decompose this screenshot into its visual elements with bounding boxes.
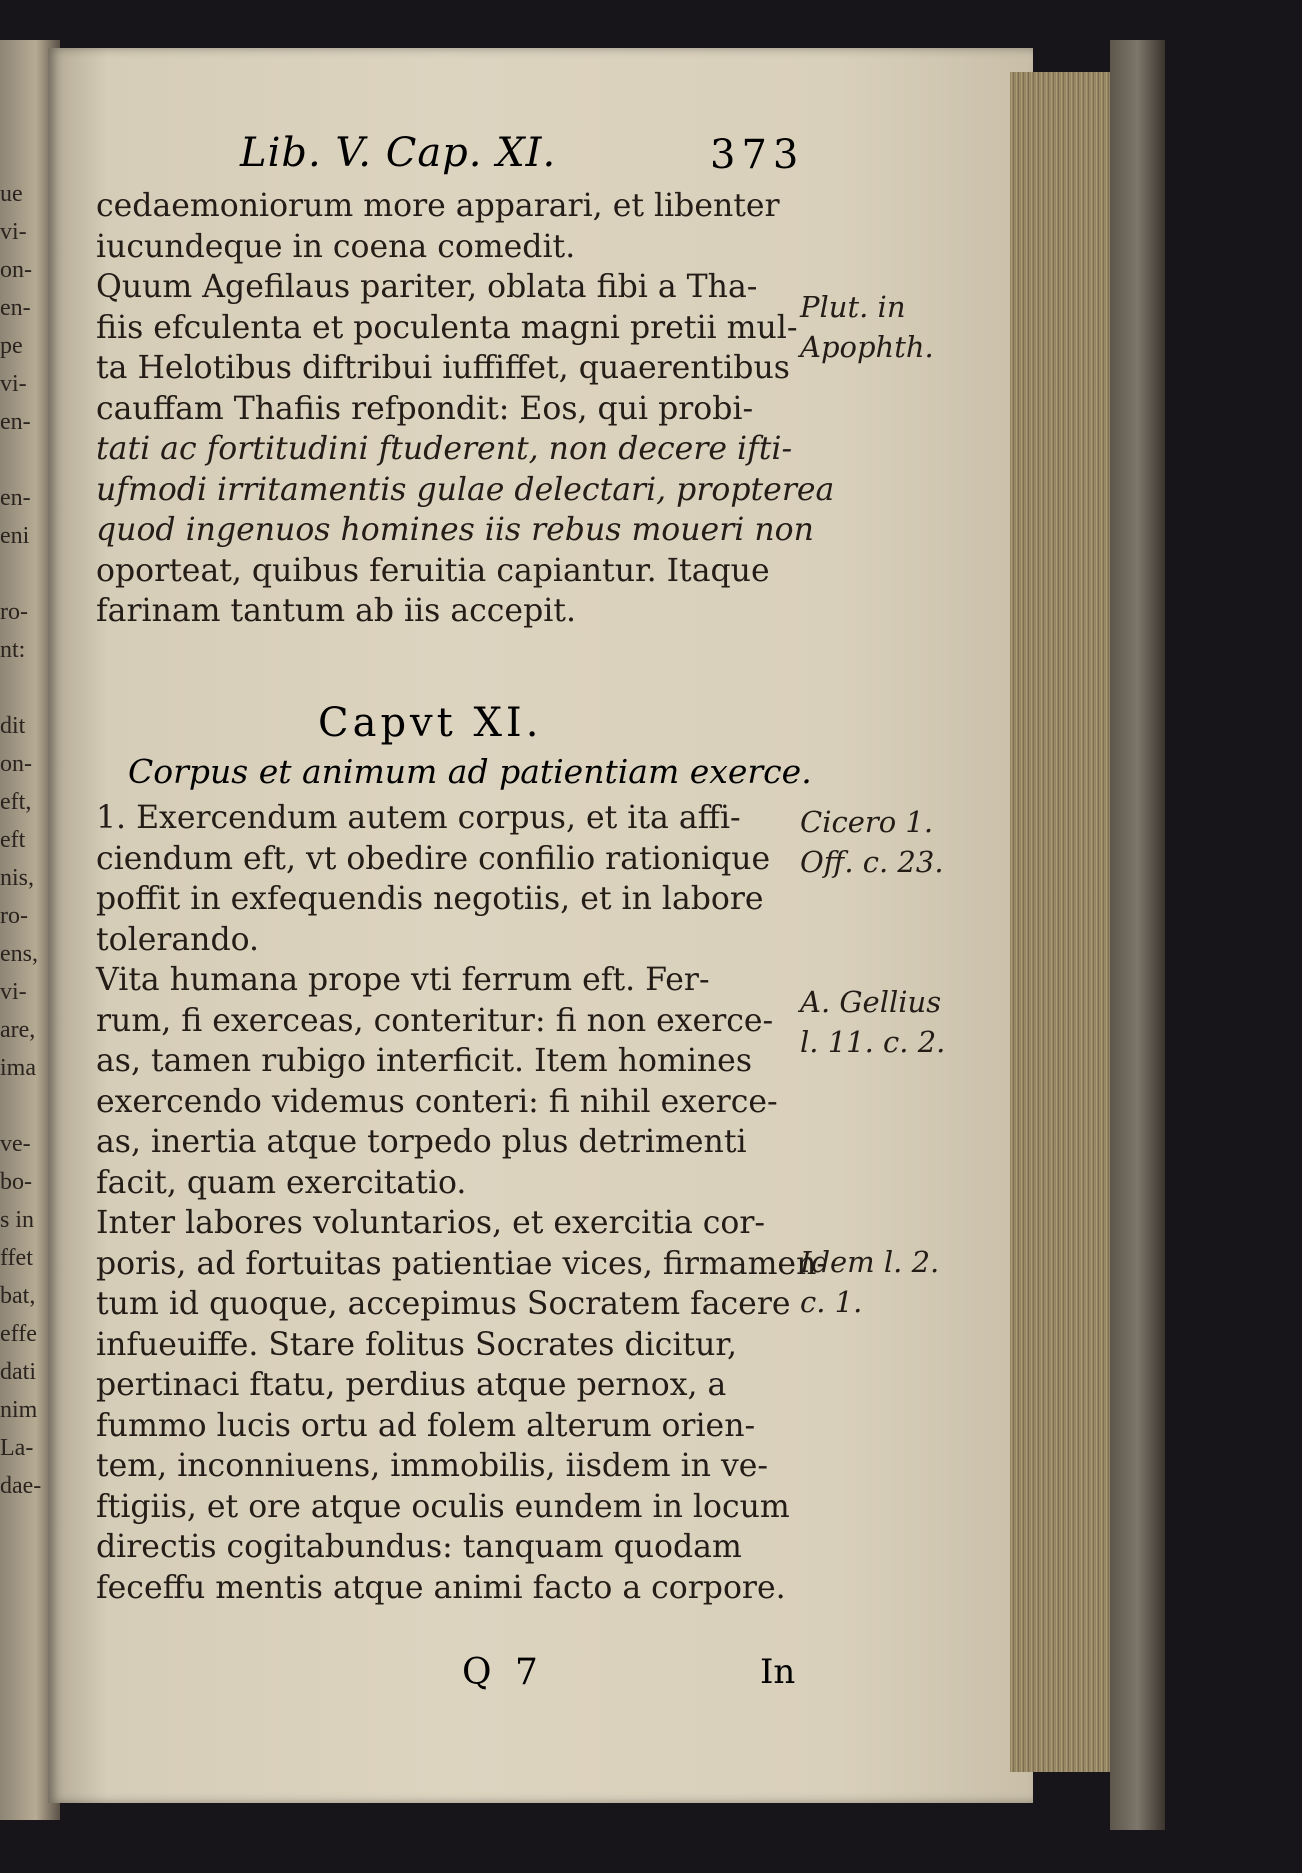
fragment-line: ima (0, 1055, 36, 1081)
text-line: 1. Exercendum autem corpus, et ita affi- (96, 800, 741, 836)
text-line: pertinaci ftatu, perdius atque pernox, a (96, 1367, 727, 1403)
fragment-line: en- (0, 409, 31, 435)
text-line: Vita humana prope vti ferrum eft. Fer- (96, 962, 710, 998)
fragment-line: vi- (0, 219, 27, 245)
text-line: ftigiis, et ore atque oculis eundem in locum (96, 1488, 790, 1525)
facing-page-fragments (0, 175, 48, 1735)
fragment-line: are, (0, 1017, 36, 1043)
text-line: tem, inconniuens, immobilis, iisdem in ve- (96, 1448, 769, 1484)
fragment-line: nt: (0, 637, 26, 663)
fragment-line: pe (0, 333, 23, 359)
text-line: ciendum eft, vt obedire confilio rationique (96, 840, 771, 877)
margin-note-line: A. Gellius (800, 985, 942, 1019)
signature-mark: Q 7 (462, 1652, 544, 1693)
text-line: oporteat, quibus feruitia capiantur. Itaque (96, 552, 770, 589)
running-title: Lib. V. Cap. XI. (240, 130, 557, 176)
text-line: cauffam Thafiis refpondit: Eos, qui probi- (96, 390, 754, 427)
margin-note-line: Apophth. (800, 330, 934, 364)
chapter-heading: Capvt XI. (318, 700, 543, 746)
fragment-line: dati (0, 1359, 36, 1385)
book-cover (1110, 40, 1165, 1830)
margin-note-line: c. 1. (800, 1285, 863, 1319)
fragment-line: nim (0, 1397, 38, 1423)
text-line: farinam tantum ab iis accepit. (96, 593, 576, 629)
chapter-subtitle: Corpus et animum ad patientiam exerce. (128, 752, 812, 791)
fragment-line (0, 555, 48, 593)
text-line: ta Helotibus diftribui iuffiffet, quaerentibus (96, 350, 790, 386)
text-line: Inter labores voluntarios, et exercitia cor- (96, 1205, 766, 1241)
text-line: cedaemoniorum more apparari, et libenter (96, 188, 780, 224)
text-line: as, tamen rubigo interficit. Item homines (96, 1043, 752, 1079)
margin-note-line: Plut. in (800, 290, 906, 324)
text-line: ufmodi irritamentis gulae delectari, propterea (96, 471, 835, 508)
text-line: tum id quoque, accepimus Socratem facere (96, 1286, 791, 1322)
text-line: as, inertia atque torpedo plus detrimenti (96, 1124, 747, 1160)
text-line: quod ingenuos homines iis rebus moueri non (96, 512, 814, 548)
text-line: facit, quam exercitatio. (96, 1164, 467, 1201)
fragment-line: vi- (0, 371, 27, 397)
fragment-line: on- (0, 257, 32, 283)
fragment-line: nis, (0, 865, 35, 891)
fragment-line: en- (0, 485, 31, 511)
page-fore-edge (1010, 72, 1126, 1772)
margin-note-line: l. 11. c. 2. (800, 1025, 946, 1059)
text-line: exercendo videmus conteri: fi nihil exerce- (96, 1083, 778, 1120)
text-line: feceffu mentis atque animi facto a corpore. (96, 1569, 786, 1606)
page-number: 373 (710, 132, 805, 178)
margin-note-line: Idem l. 2. (800, 1245, 940, 1279)
fragment-line: ue (0, 181, 23, 207)
text-line: rum, fi exerceas, conteritur: fi non exerce- (96, 1002, 774, 1039)
fragment-line: dit (0, 713, 26, 739)
fragment-line: bat, (0, 1283, 36, 1309)
fragment-line: ro- (0, 903, 28, 929)
text-line: iucundeque in coena comedit. (96, 228, 576, 265)
page-header (240, 130, 820, 180)
margin-note-line: Off. c. 23. (800, 845, 944, 879)
text-line: tati ac fortitudini ftuderent, non decere ifti- (96, 431, 793, 467)
fragment-line (0, 441, 48, 479)
fragment-line: bo- (0, 1169, 32, 1195)
fragment-line: eni (0, 523, 30, 549)
fragment-line: ens, (0, 941, 38, 967)
fragment-line: en- (0, 295, 31, 321)
fragment-line: La- (0, 1435, 34, 1461)
text-line: infueuiffe. Stare folitus Socrates dicitur, (96, 1326, 737, 1363)
fragment-line: effe (0, 1321, 37, 1347)
fragment-line: ro- (0, 599, 28, 625)
fragment-line: ffet (0, 1245, 33, 1271)
catchword: In (760, 1652, 796, 1692)
text-line: fummo lucis ortu ad folem alterum orien- (96, 1407, 756, 1444)
text-line: fiis efculenta et poculenta magni pretii mul- (96, 309, 798, 346)
fragment-line (0, 1087, 48, 1125)
text-line: tolerando. (96, 921, 260, 958)
fragment-line: ve- (0, 1131, 31, 1157)
fragment-line: eft, (0, 789, 32, 815)
margin-note-line: Cicero 1. (800, 805, 934, 839)
text-line: directis cogitabundus: tanquam quodam (96, 1529, 742, 1565)
text-line: poffit in exfequendis negotiis, et in labore (96, 881, 764, 917)
text-line: Quum Agefilaus pariter, oblata fibi a Tha- (96, 269, 758, 305)
fragment-line: dae- (0, 1473, 42, 1499)
fragment-line: on- (0, 751, 32, 777)
fragment-line: s in (0, 1207, 35, 1233)
text-line: poris, ad fortuitas patientiae vices, firmamen- (96, 1245, 828, 1282)
fragment-line: vi- (0, 979, 27, 1005)
fragment-line: eft (0, 827, 26, 853)
fragment-line (0, 669, 48, 707)
